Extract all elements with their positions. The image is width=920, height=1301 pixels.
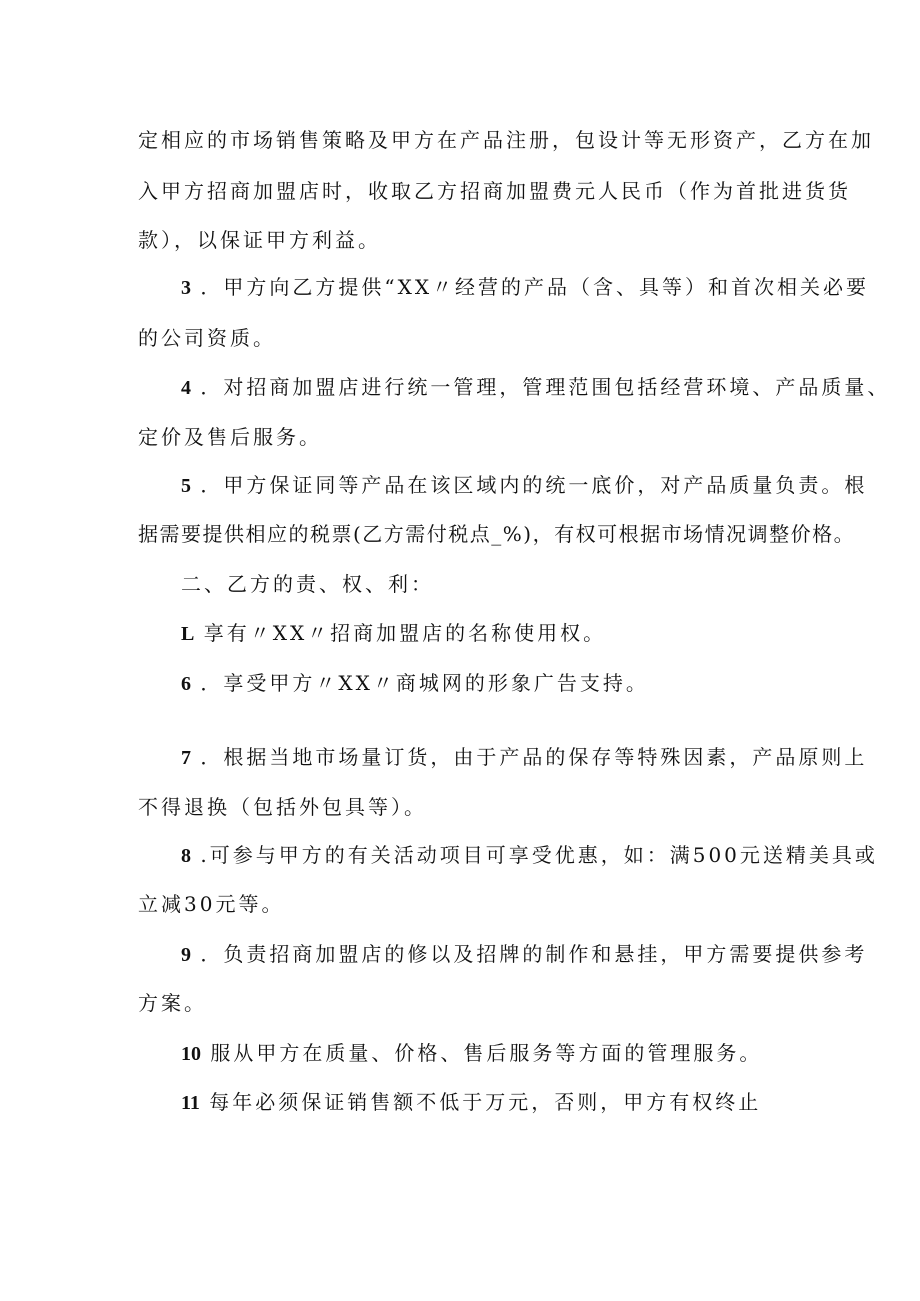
item-11-text: 每年必须保证销售额不低于万元，否则，甲方有权终止 [209, 1090, 762, 1114]
item-5-text: ．甲方保证同等产品在该区域内的统一底价，对产品质量负责。根 [200, 473, 868, 497]
item-9-text: ．负责招商加盟店的修以及招牌的制作和悬挂，甲方需要提供参考 [200, 942, 868, 966]
intro-line-1: 定相应的市场销售策略及甲方在产品注册，包设计等无形资产，乙方在加 [138, 128, 874, 152]
intro-line-2: 入甲方招商加盟店时，收取乙方招商加盟费元人民币（作为首批进货货 [138, 179, 851, 203]
item-8-number: 8 [181, 845, 191, 867]
item-5-continuation: 据需要提供相应的税票(乙方需付税点_%)，有权可根据市场情况调整价格。 [138, 522, 856, 546]
item-10-text: 服从甲方在质量、价格、售后服务等方面的管理服务。 [210, 1041, 763, 1065]
item-L-number: L [181, 623, 195, 645]
item-7-text: ．根据当地市场量订货，由于产品的保存等特殊因素，产品原则上 [200, 745, 868, 769]
item-6 [181, 670, 649, 697]
item-8-text: .可参与甲方的有关活动项目可享受优惠，如：满500元送精美具或 [200, 843, 878, 867]
intro-line-3: 款），以保证甲方利益。 [138, 228, 381, 252]
item-6-number: 6 [181, 673, 191, 695]
item-3-text: ．甲方向乙方提供“XX〃经营的产品（含、具等）和首次相关必要 [200, 275, 870, 299]
item-5 [181, 472, 867, 499]
item-8-continuation: 立减30元等。 [138, 892, 285, 916]
item-9-continuation: 方案。 [138, 991, 207, 1015]
item-10 [181, 1040, 762, 1067]
item-4-number: 4 [181, 377, 191, 399]
item-11 [181, 1089, 761, 1116]
item-6-text: ．享受甲方〃XX〃商城网的形象广告支持。 [200, 671, 649, 695]
item-9 [181, 941, 867, 968]
item-L [181, 620, 606, 647]
item-7 [181, 744, 867, 771]
item-8 [181, 842, 878, 869]
item-10-number: 10 [181, 1043, 201, 1065]
section-heading: 二、乙方的责、权、利： [181, 572, 434, 596]
item-3-continuation: 的公司资质。 [138, 326, 276, 350]
item-4-text: ．对招商加盟店进行统一管理，管理范围包括经营环境、产品质量、 [200, 375, 891, 399]
item-3-number: 3 [181, 277, 191, 299]
item-7-continuation: 不得退换（包括外包具等）。 [138, 795, 427, 819]
item-L-text: 享有〃XX〃招商加盟店的名称使用权。 [203, 621, 607, 645]
item-4-continuation: 定价及售后服务。 [138, 425, 322, 449]
item-9-number: 9 [181, 944, 191, 966]
item-3 [181, 274, 869, 301]
item-4 [181, 374, 890, 401]
item-11-number: 11 [181, 1092, 200, 1114]
item-5-number: 5 [181, 475, 191, 497]
item-7-number: 7 [181, 747, 191, 769]
